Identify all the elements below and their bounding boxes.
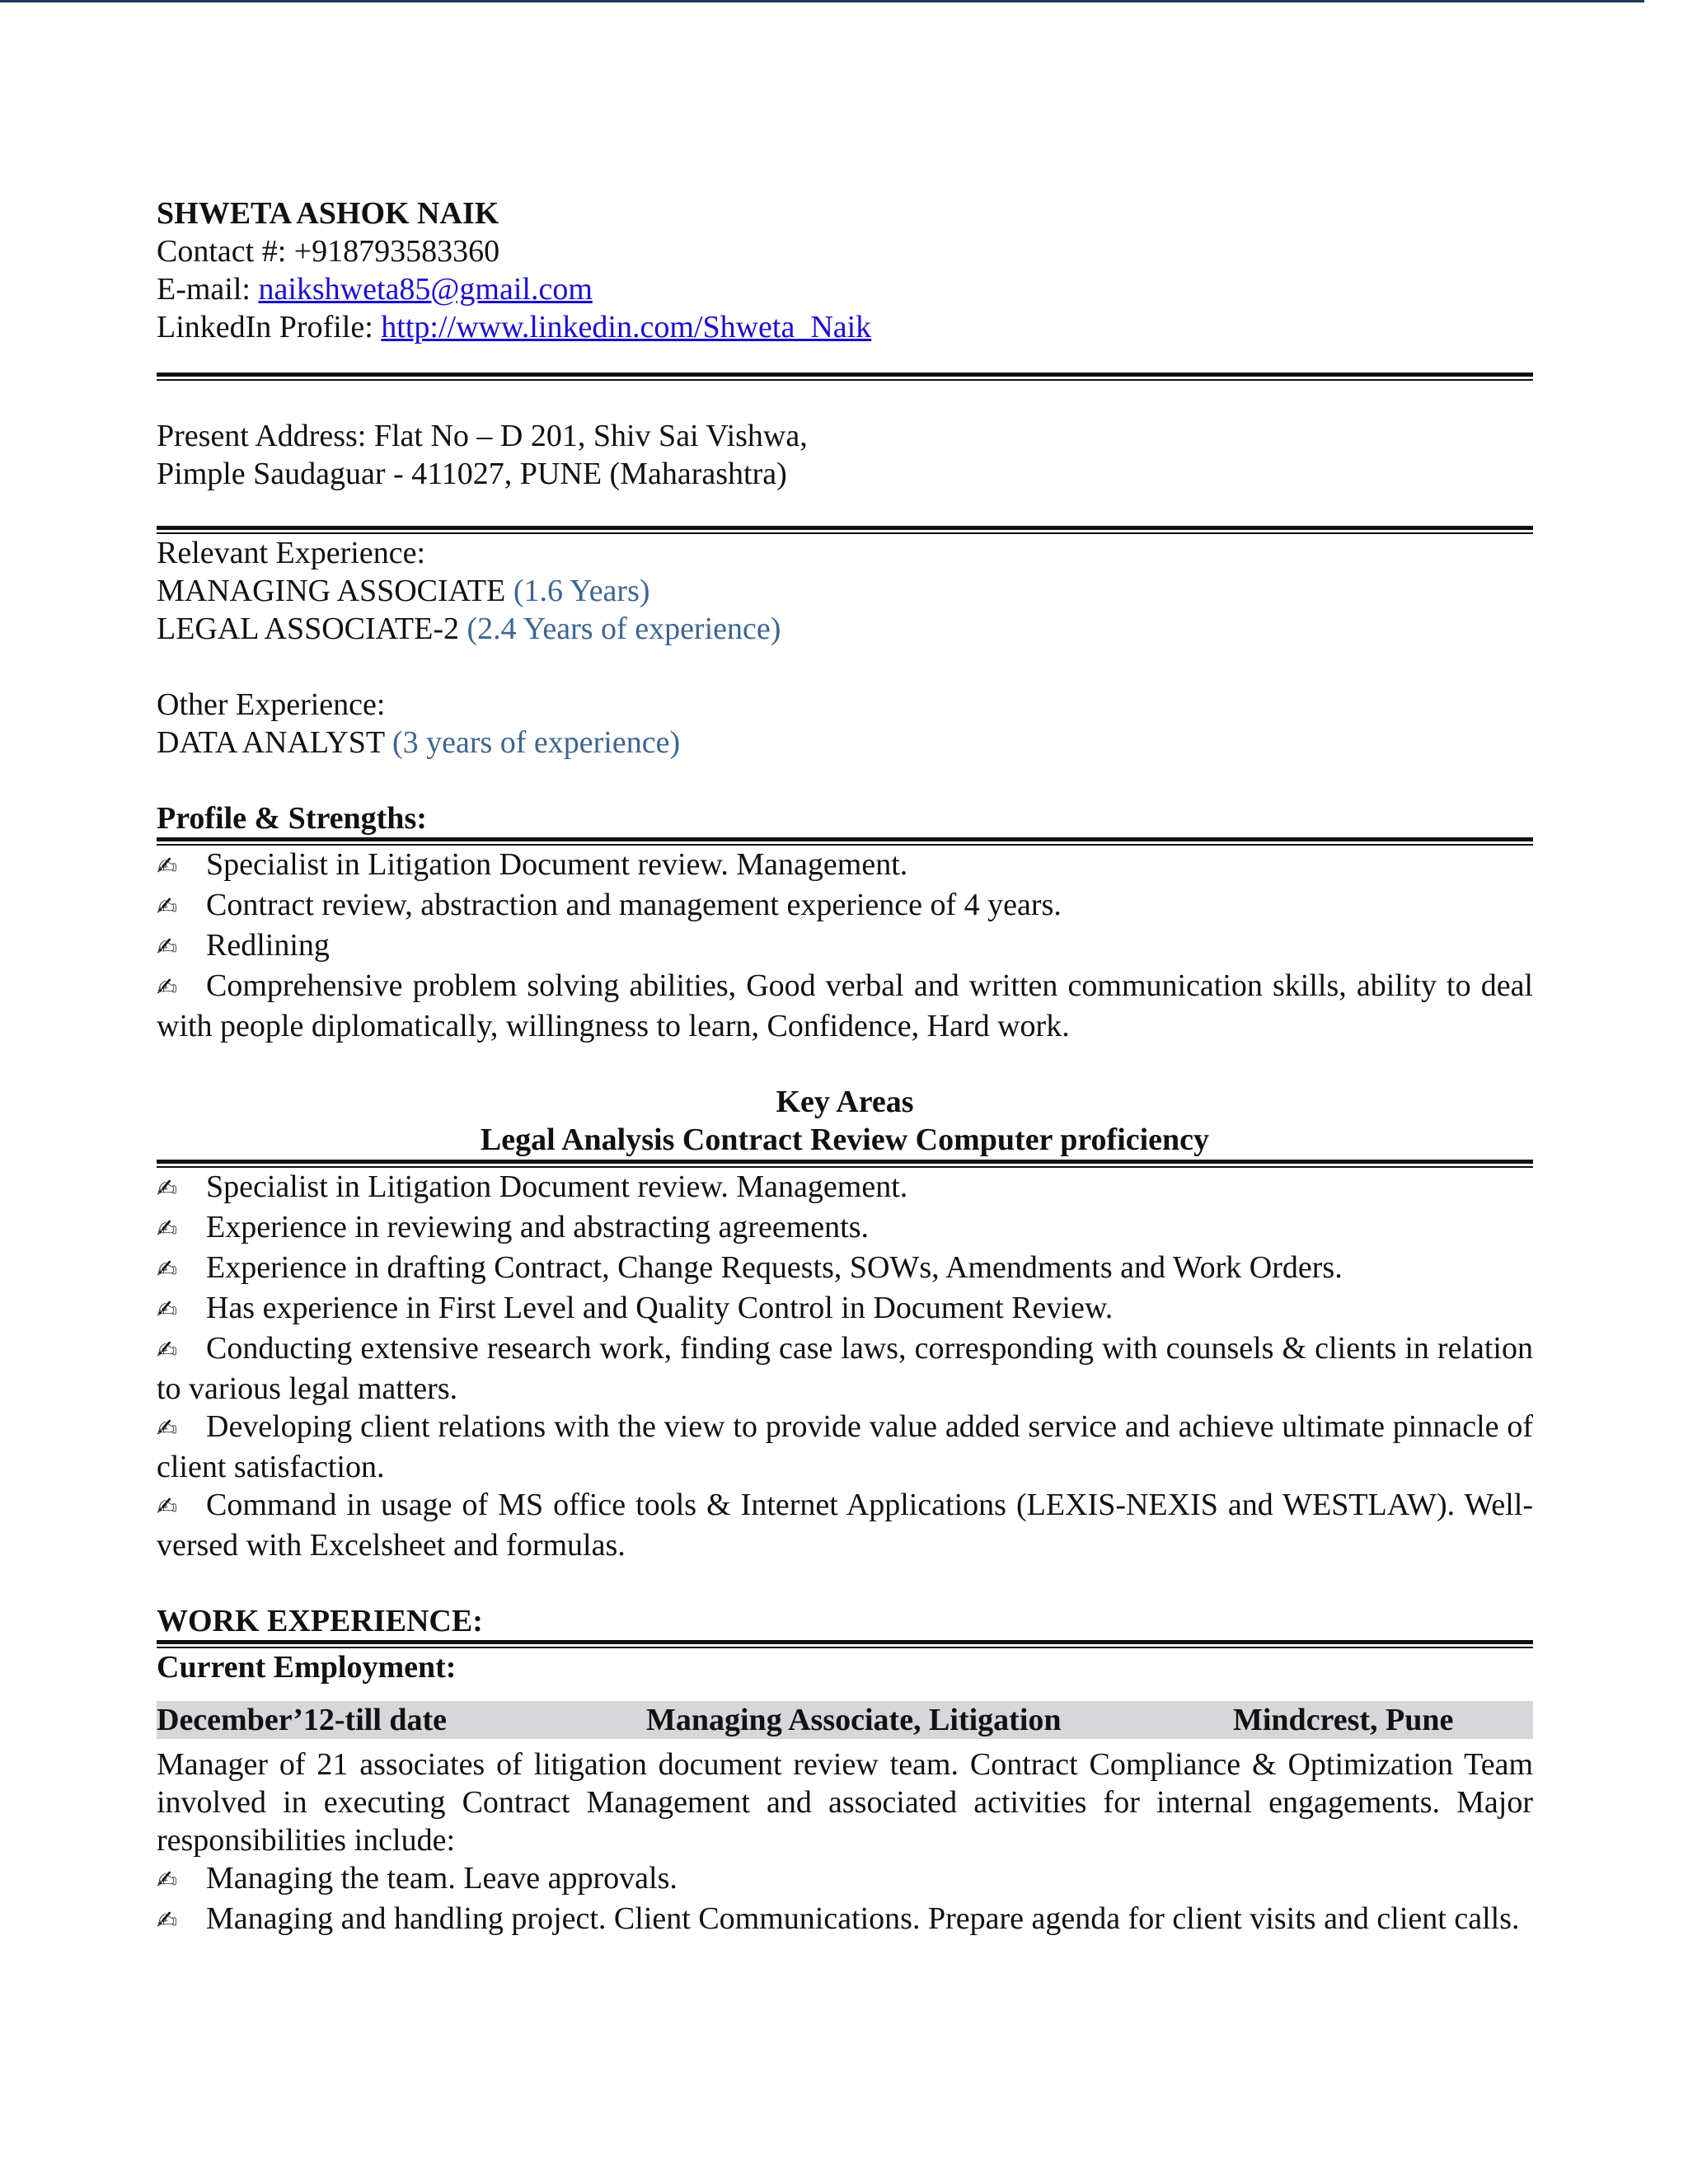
writing-hand-icon: ✍ xyxy=(157,893,178,921)
key-areas-list xyxy=(157,1168,1533,1564)
list-item: ✍ Contract review, abstraction and management experience of 4 years. xyxy=(157,886,1533,926)
list-item: ✍ Experience in drafting Contract, Change Requests, SOWs, Amendments and Work Orders. xyxy=(157,1249,1533,1289)
experience-role: DATA ANALYST xyxy=(157,725,392,760)
key-area-label: Contract Review xyxy=(682,1122,908,1157)
key-area-label: Legal Analysis xyxy=(480,1122,675,1157)
experience-line xyxy=(157,610,1533,648)
key-areas-heading: Key Areas xyxy=(776,1085,914,1119)
writing-hand-icon: ✍ xyxy=(157,1414,178,1443)
experience-role: MANAGING ASSOCIATE xyxy=(157,574,513,608)
job-summary: Manager of 21 associates of litigation document review team. Contract Compliance & Optimization Team involved in executing Contract Management and associated activities for internal engagements. Major responsibilities include: xyxy=(157,1747,1533,1858)
responsibilities-list xyxy=(157,1859,1533,1940)
top-border-line xyxy=(0,0,1644,2)
list-item: ✍ Redlining xyxy=(157,926,1533,967)
experience-line xyxy=(157,724,1533,762)
list-item: ✍ Specialist in Litigation Document review. Management. xyxy=(157,1168,1533,1208)
contact-phone: Contact #: +918793583360 xyxy=(157,234,500,269)
linkedin-label: LinkedIn Profile: xyxy=(157,310,382,344)
list-item: ✍ Conducting extensive research work, finding case laws, corresponding with counsels & clients in relation to various legal matters. xyxy=(157,1331,1533,1406)
list-item: ✍ Developing client relations with the view to provide value added service and achieve ultimate pinnacle of client satisfaction. xyxy=(157,1409,1533,1484)
writing-hand-icon: ✍ xyxy=(157,1336,178,1365)
experience-duration: (2.4 Years of experience) xyxy=(467,612,781,646)
address-line-1: Present Address: Flat No – D 201, Shiv Sai Vishwa, xyxy=(157,419,808,453)
experience-summary xyxy=(157,534,1533,762)
key-areas-line xyxy=(157,1121,1533,1160)
writing-hand-icon: ✍ xyxy=(157,1174,178,1203)
profile-list xyxy=(157,846,1533,1045)
writing-hand-icon: ✍ xyxy=(157,933,178,962)
linkedin-link[interactable]: http://www.linkedin.com/Shweta_Naik xyxy=(381,310,872,344)
list-item: ✍ Command in usage of MS office tools & Internet Applications (LEXIS-NEXIS and WESTLAW). Well-versed with Excelsheet and formulas. xyxy=(157,1488,1533,1563)
experience-duration: (1.6 Years) xyxy=(513,574,650,608)
job-role: Managing Associate, Litigation xyxy=(646,1703,1062,1737)
address-block xyxy=(157,417,1533,493)
writing-hand-icon: ✍ xyxy=(157,973,178,1002)
writing-hand-icon: ✍ xyxy=(157,1255,178,1284)
writing-hand-icon: ✍ xyxy=(157,1866,178,1895)
key-area-label: Computer proficiency xyxy=(915,1122,1210,1157)
other-experience-heading: Other Experience: xyxy=(157,687,386,722)
work-experience-heading: WORK EXPERIENCE: xyxy=(157,1604,483,1638)
list-item: ✍ Managing the team. Leave approvals. xyxy=(157,1859,1533,1900)
writing-hand-icon: ✍ xyxy=(157,1215,178,1244)
profile-heading: Profile & Strengths: xyxy=(157,801,427,836)
experience-line xyxy=(157,572,1533,610)
linkedin-line xyxy=(157,308,1533,346)
divider-rule xyxy=(157,837,1533,846)
job-title-bar xyxy=(157,1701,1533,1739)
contact-block xyxy=(157,194,1533,346)
writing-hand-icon: ✍ xyxy=(157,1906,178,1935)
email-line xyxy=(157,270,1533,308)
divider-rule xyxy=(157,373,1533,381)
job-dates: December’12-till date xyxy=(157,1703,448,1737)
writing-hand-icon: ✍ xyxy=(157,852,178,881)
divider-rule xyxy=(157,1640,1533,1648)
list-item: ✍ Has experience in First Level and Quality Control in Document Review. xyxy=(157,1289,1533,1329)
email-link[interactable]: naikshweta85@gmail.com xyxy=(258,272,593,307)
resume-page xyxy=(157,194,1533,1940)
experience-role: LEGAL ASSOCIATE-2 xyxy=(157,612,467,646)
candidate-name: SHWETA ASHOK NAIK xyxy=(157,196,499,231)
writing-hand-icon: ✍ xyxy=(157,1296,178,1324)
writing-hand-icon: ✍ xyxy=(157,1493,178,1521)
list-item: ✍ Experience in reviewing and abstracting agreements. xyxy=(157,1208,1533,1249)
divider-rule xyxy=(157,1160,1533,1168)
list-item: ✍ Comprehensive problem solving abilities, Good verbal and written communication skills, ability to deal with people diplomatically, willingness to learn, Confidence, Hard work. xyxy=(157,968,1533,1043)
email-label: E-mail: xyxy=(157,272,259,307)
relevant-experience-heading: Relevant Experience: xyxy=(157,536,426,570)
experience-duration: (3 years of experience) xyxy=(392,725,681,760)
current-employment-heading: Current Employment: xyxy=(157,1650,457,1685)
list-item: ✍ Specialist in Litigation Document review. Management. xyxy=(157,846,1533,886)
job-company: Mindcrest, Pune xyxy=(1233,1703,1454,1737)
list-item: ✍ Managing and handling project. Client Communications. Prepare agenda for client visits and client calls. xyxy=(157,1900,1533,1940)
address-line-2: Pimple Saudaguar - 411027, PUNE (Maharashtra) xyxy=(157,457,787,491)
divider-rule xyxy=(157,526,1533,534)
